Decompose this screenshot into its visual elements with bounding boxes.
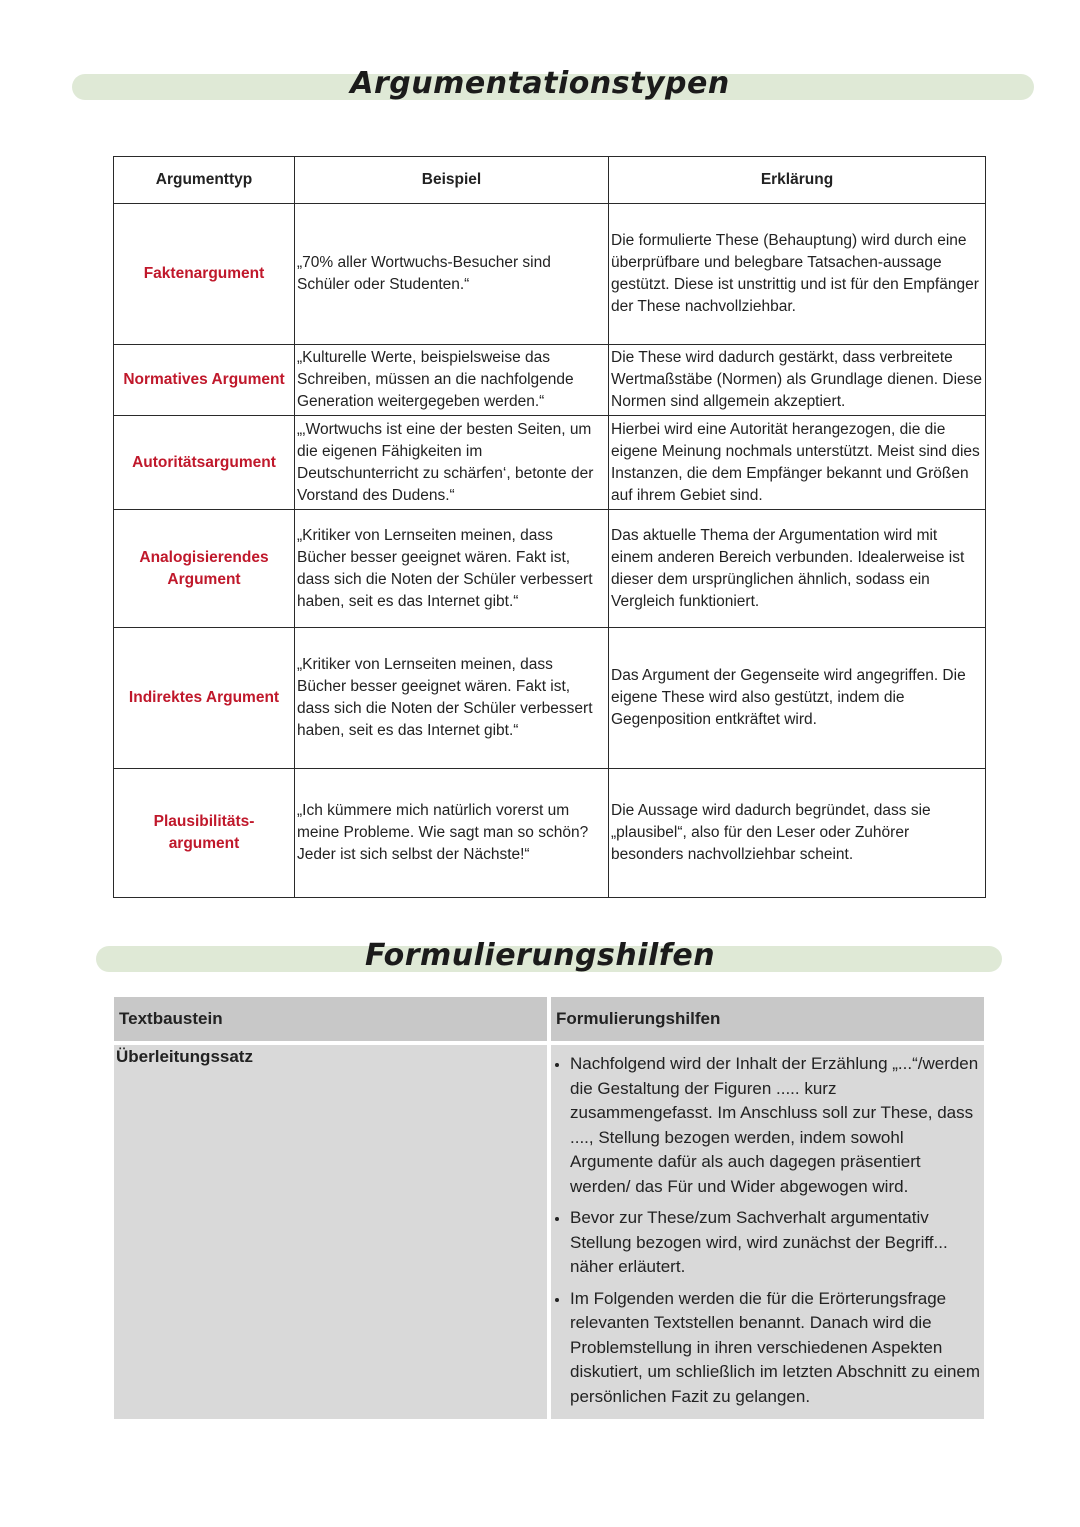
formulation-aids-table bbox=[114, 997, 984, 1419]
argument-explanation: Die formulierte These (Behauptung) wird durch eine überprüfbare und belegbare Tatsachen-aussage gestützt. Diese ist unstrittig und ist für den Empfänger der These nachvollziehbar. bbox=[609, 204, 986, 345]
argument-type: Normatives Argument bbox=[114, 345, 295, 416]
argument-type: Autoritätsargument bbox=[114, 416, 295, 510]
argument-explanation: Das aktuelle Thema der Argumentation wird mit einem anderen Bereich verbunden. Idealerweise ist dieser dem ursprünglichen ähnlich, sodass ein Vergleich funktioniert. bbox=[609, 510, 986, 628]
table-row bbox=[114, 769, 986, 898]
table-row bbox=[114, 628, 986, 769]
header-formulierungshilfen: Formulierungshilfen bbox=[549, 997, 984, 1043]
argument-explanation: Hierbei wird eine Autorität herangezogen, die die eigene Meinung nochmals unterstützt. Meist sind dies Instanzen, die dem Empfänger bekannt und Größen auf ihrem Gebiet sind. bbox=[609, 416, 986, 510]
header-erklaerung: Erklärung bbox=[609, 157, 986, 204]
argument-example: „70% aller Wortwuchs-Besucher sind Schüler oder Studenten.“ bbox=[295, 204, 609, 345]
table-row bbox=[114, 204, 986, 345]
table-row bbox=[114, 345, 986, 416]
formulation-hints-cell bbox=[549, 1043, 984, 1419]
header-beispiel: Beispiel bbox=[295, 157, 609, 204]
argument-type: Indirektes Argument bbox=[114, 628, 295, 769]
argument-example: „Ich kümmere mich natürlich vorerst um meine Probleme. Wie sagt man so schön? Jeder ist sich selbst der Nächste!“ bbox=[295, 769, 609, 898]
table-row bbox=[114, 510, 986, 628]
list-item: • Im Folgenden werden die für die Erörterungsfrage relevanten Textstellen benannt. Danach wird die Problemstellung in ihren verschiedenen Aspekten diskutiert, um schließlich im letzten Abschnitt zu einem persönlichen Fazit zu gelangen. bbox=[570, 1287, 983, 1410]
list-item: • Nachfolgend wird der Inhalt der Erzählung „...“/werden die Gestaltung der Figuren ..... kurz zusammengefasst. Im Anschluss soll zur These, dass ...., Stellung bezogen werden, indem sowohl Argumente dafür als auch dagegen präsentiert werden/ das Für und Wider abgewogen wird. bbox=[570, 1052, 983, 1199]
formulation-hints-list bbox=[552, 1052, 983, 1409]
argument-explanation: Die Aussage wird dadurch begründet, dass sie „plausibel“, also für den Leser oder Zuhörer besonders nachvollziehbar scheint. bbox=[609, 769, 986, 898]
header-argumenttyp: Argumenttyp bbox=[114, 157, 295, 204]
argument-example: „‚Wortwuchs ist eine der besten Seiten, um die eigenen Fähigkeiten im Deutschunterricht zu schärfen‘, betonte der Vorstand des Dudens.“ bbox=[295, 416, 609, 510]
argument-type: Analogisierendes Argument bbox=[114, 510, 295, 628]
argument-explanation: Die These wird dadurch gestärkt, dass verbreitete Wertmaßstäbe (Normen) als Grundlage dienen. Diese Normen sind allgemein akzeptiert. bbox=[609, 345, 986, 416]
argument-type: Faktenargument bbox=[114, 204, 295, 345]
argument-example: „Kritiker von Lernseiten meinen, dass Bücher besser geeignet wären. Fakt ist, dass sich die Noten der Schüler verbessert haben, seit es das Internet gibt.“ bbox=[295, 510, 609, 628]
table-row bbox=[114, 1043, 984, 1419]
section-title-formulierungshilfen: Formulierungshilfen bbox=[364, 938, 716, 973]
text-block-label: Überleitungssatz bbox=[114, 1043, 549, 1419]
argument-explanation: Das Argument der Gegenseite wird angegriffen. Die eigene These wird also gestützt, indem die Gegenposition entkräftet wird. bbox=[609, 628, 986, 769]
section-title-argumentationstypen: Argumentationstypen bbox=[350, 66, 730, 101]
table-header-row bbox=[114, 997, 984, 1043]
list-item: • Bevor zur These/zum Sachverhalt argumentativ Stellung bezogen wird, wird zunächst der Begriff... näher erläutert. bbox=[570, 1206, 983, 1280]
argument-example: „Kulturelle Werte, beispielsweise das Schreiben, müssen an die nachfolgende Generation weitergegeben werden.“ bbox=[295, 345, 609, 416]
argument-type: Plausibilitäts-argument bbox=[114, 769, 295, 898]
header-textbaustein: Textbaustein bbox=[114, 997, 549, 1043]
table-header-row bbox=[114, 157, 986, 204]
argument-example: „Kritiker von Lernseiten meinen, dass Bücher besser geeignet wären. Fakt ist, dass sich die Noten der Schüler verbessert haben, seit es das Internet gibt.“ bbox=[295, 628, 609, 769]
table-row bbox=[114, 416, 986, 510]
argument-types-table bbox=[113, 156, 986, 898]
